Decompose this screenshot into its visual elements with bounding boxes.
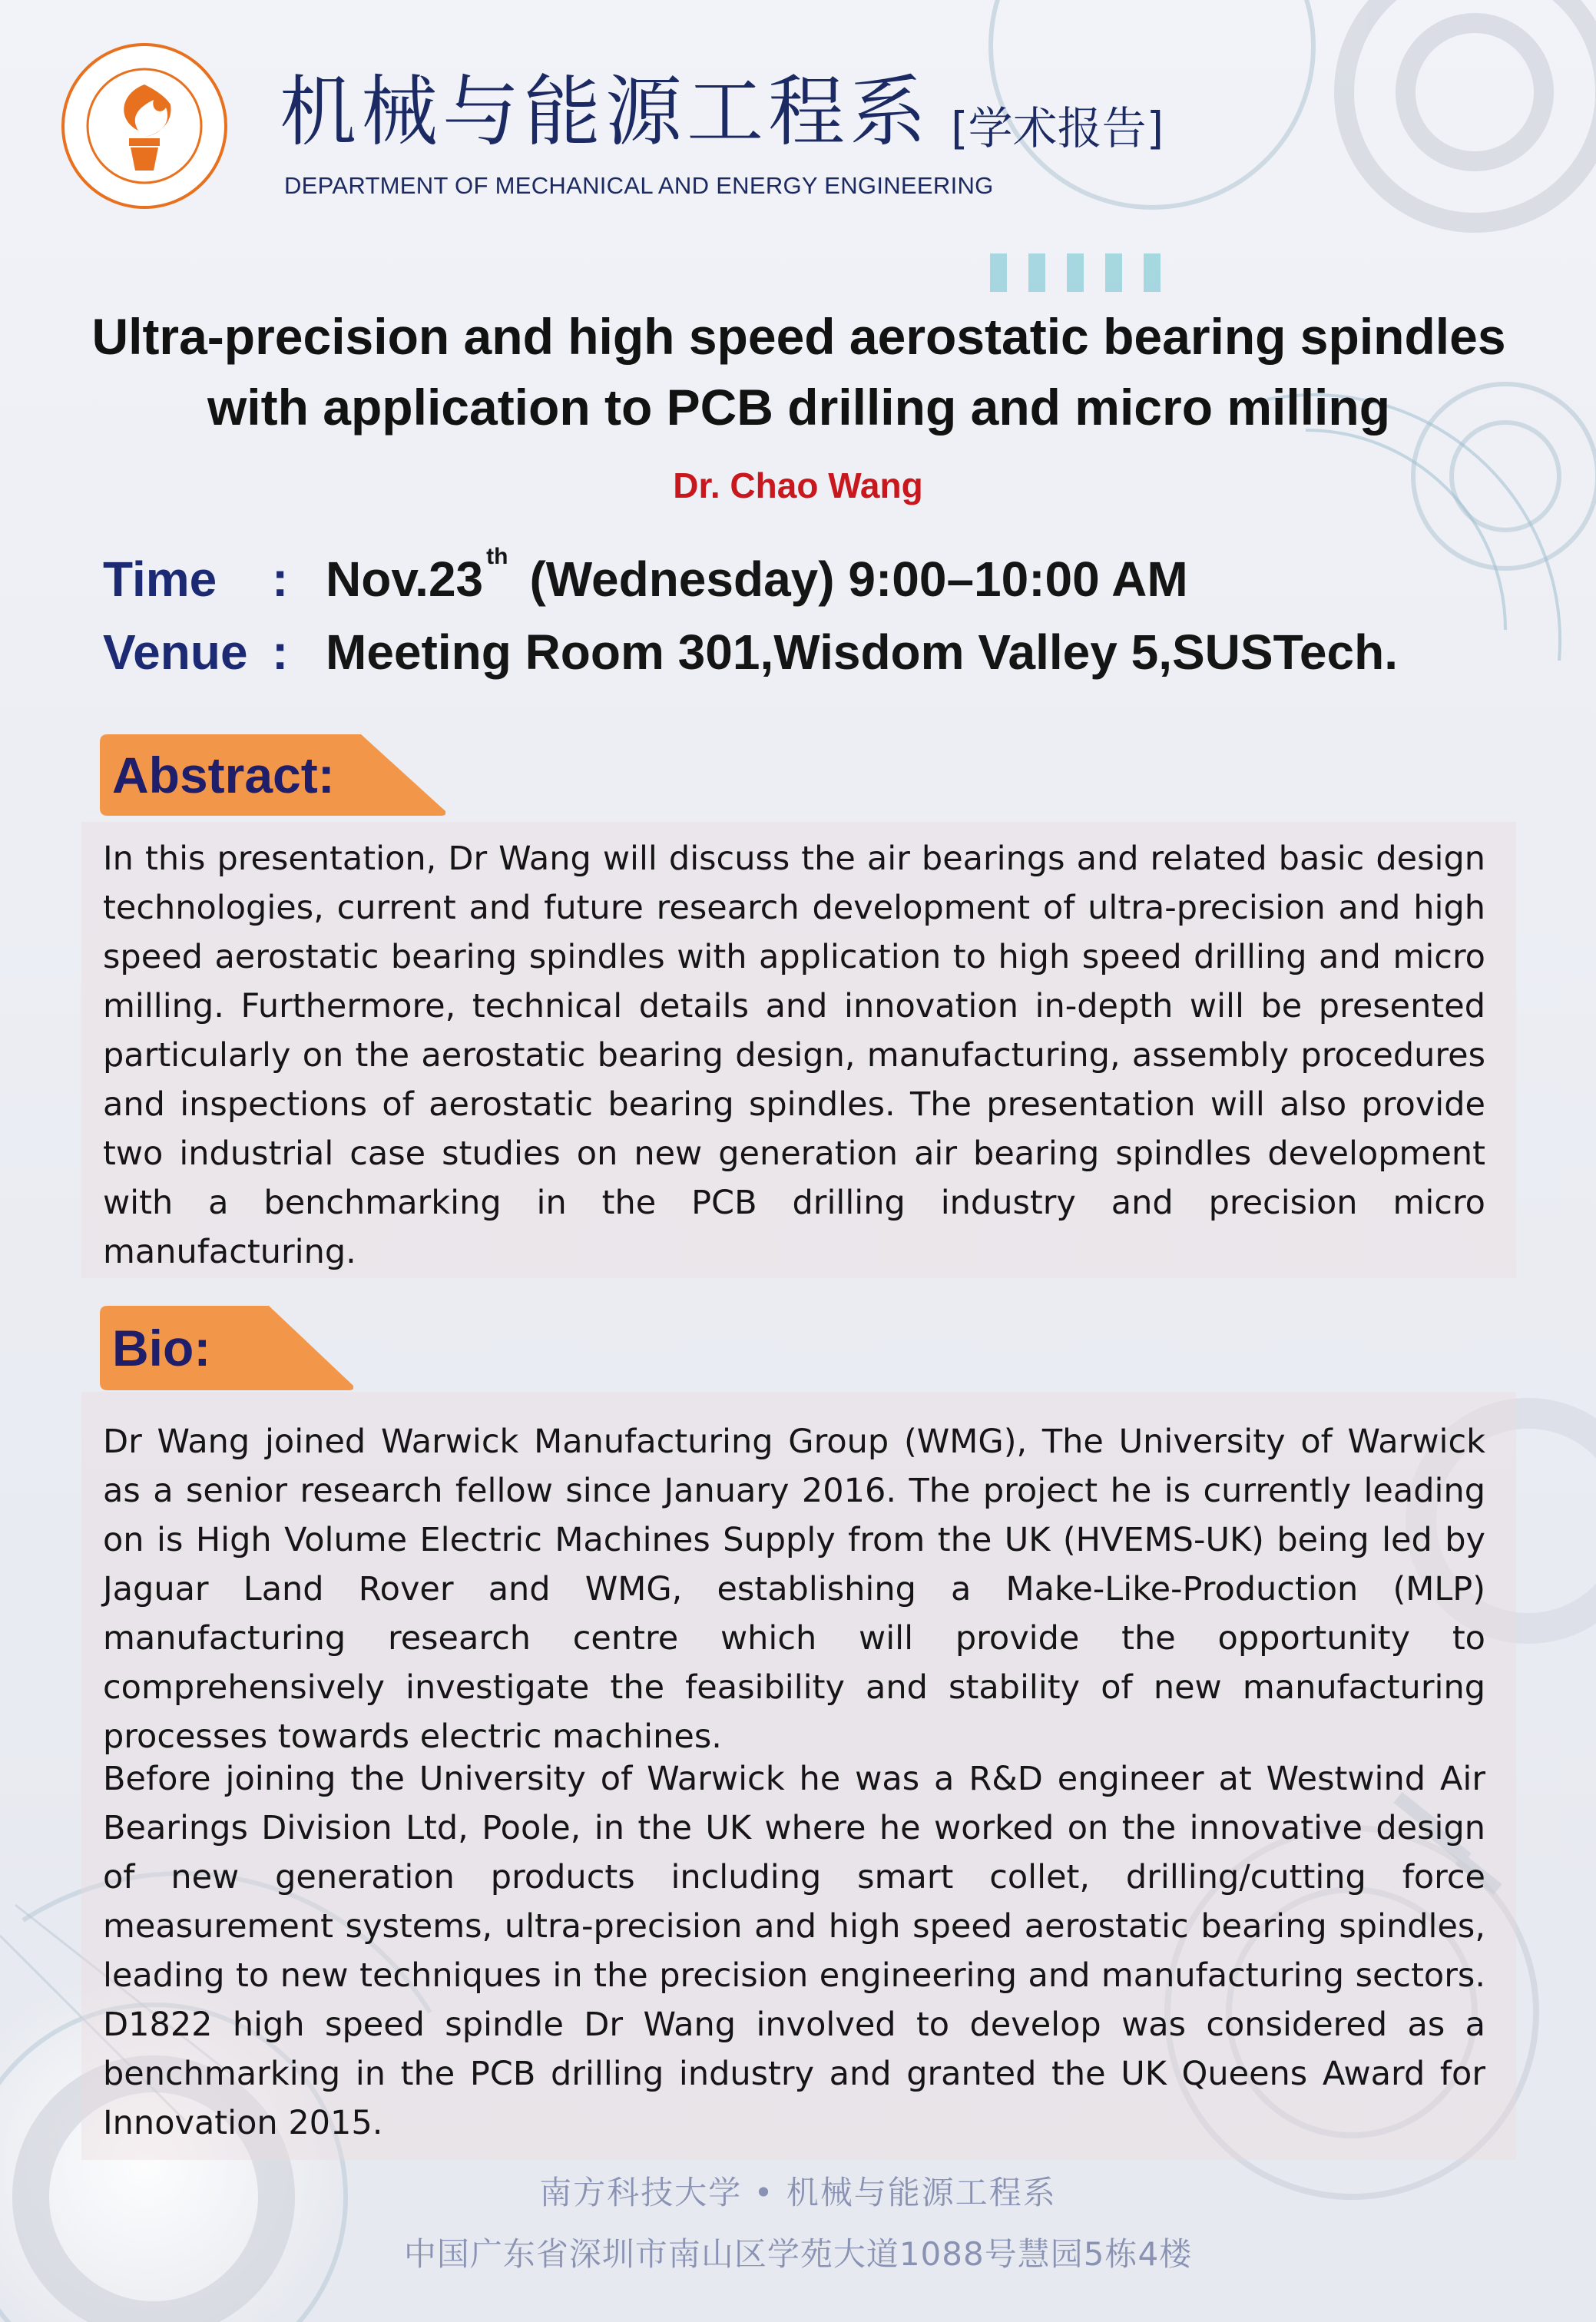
time-value-detail: (Wednesday) 9:00–10:00 AM [529,552,1188,607]
bio-heading: Bio: [112,1320,211,1376]
venue-colon: : [272,624,289,680]
bio-heading-tab [100,1306,353,1390]
talk-title-line-1: Ultra-precision and high speed aerostatic bearing spindles [91,308,1506,365]
department-name-en: DEPARTMENT OF MECHANICAL AND ENERGY ENGINEERING [284,172,994,199]
footer-institution: 南方科技大学 • 机械与能源工程系 [539,2174,1057,2211]
time-value-suffix: th [486,544,508,569]
venue-value: Meeting Room 301,Wisdom Valley 5,SUSTech. [326,624,1398,680]
venue-row [103,624,1398,680]
department-name-cn: 机械与能源工程系 [280,67,931,157]
speaker-name: Dr. Chao Wang [673,465,923,505]
bio-paragraph-1: Dr Wang joined Warwick Manufacturing Group (WMG), The University of Warwick as a senior research fellow since January 2016. The project he is currently leading on is High Volume Electric Machines Supply from the UK (HVEMS-UK) being led by Jaguar Land Rover and WMG, establishing a Make-Like-Production (MLP) manufacturing research centre which will provide the opportunity to comprehensively investigate the feasibility and stability of new manufacturing processes towards electric machines. [103,1423,1485,1756]
time-value-date: Nov.23 [326,552,484,607]
university-logo [58,40,230,212]
time-colon: : [272,552,289,607]
time-row [103,544,1188,607]
talk-title [46,301,1551,442]
abstract-heading: Abstract: [112,747,335,803]
bio-paragraph-2: Before joining the University of Warwick he was a R&D engineer at Westwind Air Bearings Division Ltd, Poole, in the UK where he worked on the innovative design of new generation products including smart collet, drilling/cutting force measurement systems, ultra-precision and high speed aerostatic bearing spindles, leading to new techniques in the precision engineering and manufacturing sectors. D1822 high speed spindle Dr Wang involved to develop was considered as a benchmarking in the PCB drilling industry and granted the UK Queens Award for Innovation 2015. [103,1760,1485,2142]
abstract-text: In this presentation, Dr Wang will discuss the air bearings and related basic design technologies, current and future research development of ultra-precision and high speed aerostatic bearing spindles with application to high speed drilling and micro milling. Furthermore, technical details and innovation in-depth will be presented particularly on the aerostatic bearing design, manufacturing, assembly procedures and inspections of aerostatic bearing spindles. The presentation will also provide two industrial case studies on new generation air bearing spindles development with a benchmarking in the PCB drilling industry and precision micro manufacturing. [103,840,1485,1271]
footer-address: 中国广东省深圳市南山区学苑大道1088号慧园5栋4楼 [403,2235,1193,2273]
abstract-heading-tab [100,734,445,816]
talk-title-line-2: with application to PCB drilling and micro milling [207,379,1391,436]
venue-label: Venue [103,624,248,680]
time-label: Time [103,552,217,607]
academic-report-tag: [学术报告] [951,102,1164,154]
